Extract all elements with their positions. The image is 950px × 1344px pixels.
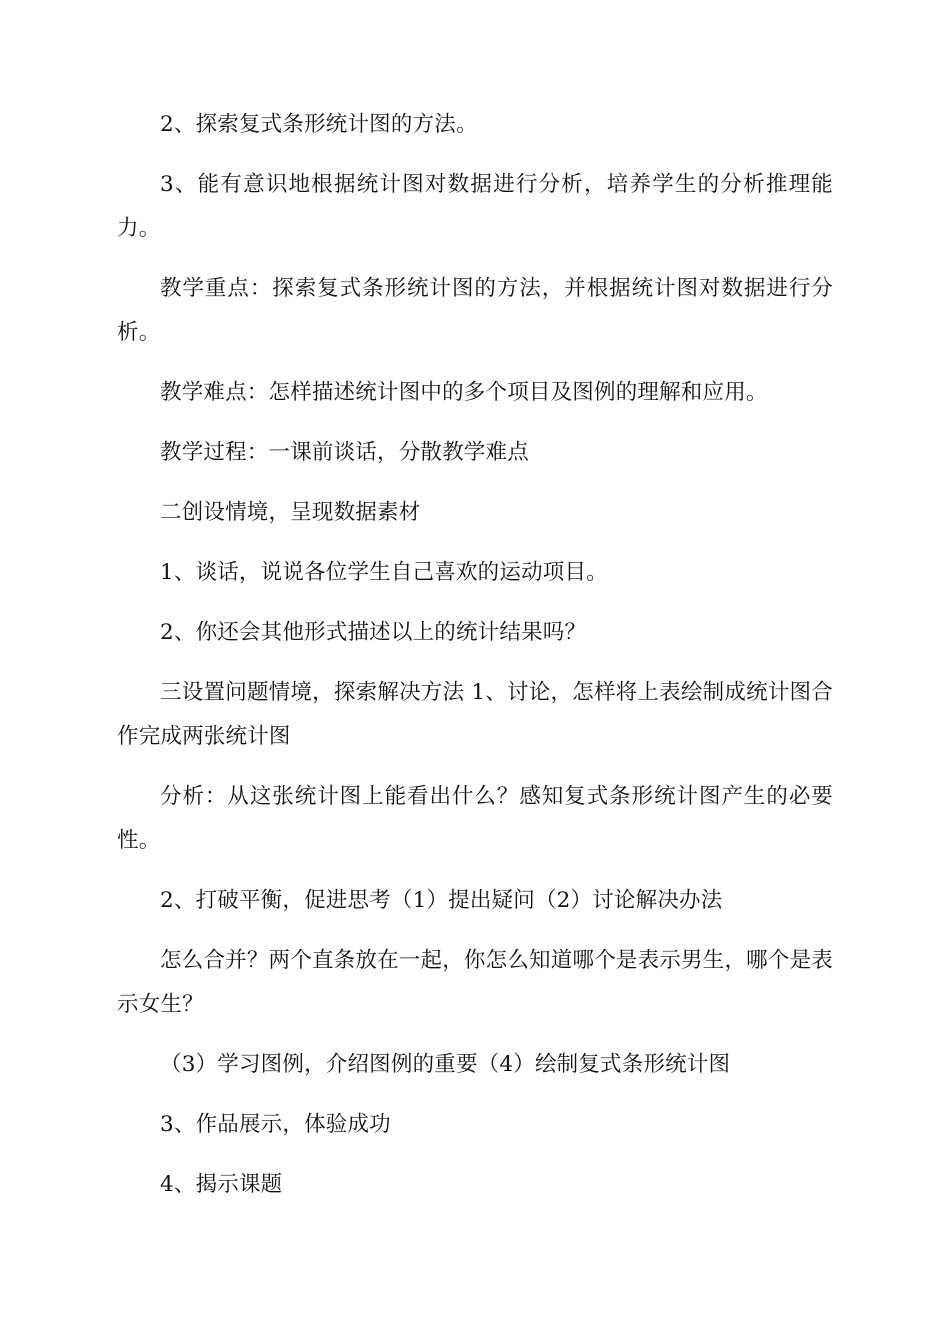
paragraph-step-2: 2、你还会其他形式描述以上的统计结果吗？ (160, 620, 587, 645)
paragraph-section-2: 二创设情境，呈现数据素材 (160, 500, 421, 525)
paragraph-difficulty: 教学难点：怎样描述统计图中的多个项目及图例的理解和应用。 (160, 380, 768, 405)
paragraph-merge-question: 怎么合并？两个直条放在一起，你怎么知道哪个是表示男生，哪个是表示女生？ (117, 948, 833, 1017)
paragraph-step-1: 1、谈话，说说各位学生自己喜欢的运动项目。 (160, 560, 608, 585)
paragraph-section-3: 三设置问题情境，探索解决方法 1、讨论，怎样将上表绘制成统计图合作完成两张统计图 (117, 680, 833, 749)
paragraph-objective-2: 2、探索复式条形统计图的方法。 (160, 112, 478, 137)
paragraph-objective-3: 3、能有意识地根据统计图对数据进行分析，培养学生的分析推理能力。 (117, 172, 833, 241)
paragraph-analysis: 分析：从这张统计图上能看出什么？感知复式条形统计图产生的必要性。 (117, 784, 833, 853)
paragraph-showcase: 3、作品展示，体验成功 (160, 1112, 391, 1137)
paragraph-break-balance: 2、打破平衡，促进思考（1）提出疑问（2）讨论解决办法 (160, 888, 723, 913)
document-body (117, 103, 833, 1223)
paragraph-key-point: 教学重点：探索复式条形统计图的方法，并根据统计图对数据进行分析。 (117, 276, 833, 345)
paragraph-reveal-topic: 4、揭示课题 (160, 1172, 283, 1197)
paragraph-legend: （3）学习图例，介绍图例的重要（4）绘制复式条形统计图 (160, 1052, 731, 1077)
paragraph-process: 教学过程：一课前谈话，分散教学难点 (160, 440, 529, 465)
